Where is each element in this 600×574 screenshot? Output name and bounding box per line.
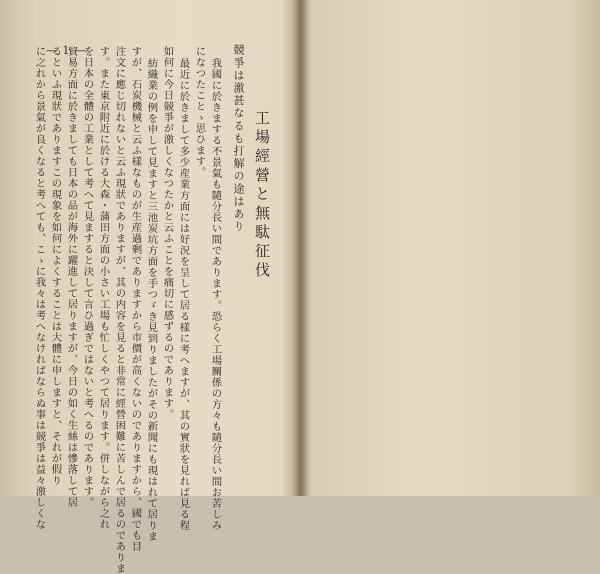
text-line: 貿易方面に於きましても日本の品が海外に躍進して居りますが、今日の如く生絲は慘落して居 xyxy=(65,46,78,508)
chapter-title: 工場經營と無駄征伐 xyxy=(253,110,271,281)
text-line: 注文に應じ切れないと云ふ現狀でありますが、其の内容を見ると非常に經營困難に苦しんで居るのでありま xyxy=(113,46,126,574)
text-line: 我國に於きまする不景氣も隨分長い間であります。恐らく工場關係の方々も隨分長い間お苦しみ xyxy=(209,58,222,531)
text-line: 如何に今日競爭が激しくなつたかと云ふことを痛切に感ずるのであります。 xyxy=(161,46,174,420)
text-line: 最近に於きまして多少産業方面には好況を呈して居る樣に考へますが、其の實狀を見れば見る程 xyxy=(177,58,190,531)
chapter-subtitle: 競爭は激甚なるも打解の途はあり xyxy=(232,44,245,233)
text-line: になつたことゝ思ひます。 xyxy=(193,46,206,178)
text-line: るといふ現狀でありますこの現象を如何によくすることは大體に申しますと、それが假り xyxy=(49,46,62,486)
text-line: に之れから景氣が良くなると考へても、こゝに我々は考へなければならぬ事は競爭は益々激しくな xyxy=(33,46,46,530)
page-number: — 1 — xyxy=(46,44,87,57)
text-line: すが、石炭機械と云ふ樣なものが生産過剰でありますから市價が高くないのでありますから、國でも目 xyxy=(129,46,142,552)
text-line: を日本の全體の工業として考へて見ますると決して言ひ過ぎではないと考へるのであります。 xyxy=(81,46,94,508)
text-line: す。また東京附近に於ける大森・蒲田方面の小さい工場も忙しくやつて居ります。併しながら之れ xyxy=(97,46,110,530)
right-page xyxy=(302,0,600,496)
text-line: 紡織業の例を申して見ますと三池炭坑方面を手つゞき見到りましたがその新聞にも現はれて居りま xyxy=(145,58,158,542)
